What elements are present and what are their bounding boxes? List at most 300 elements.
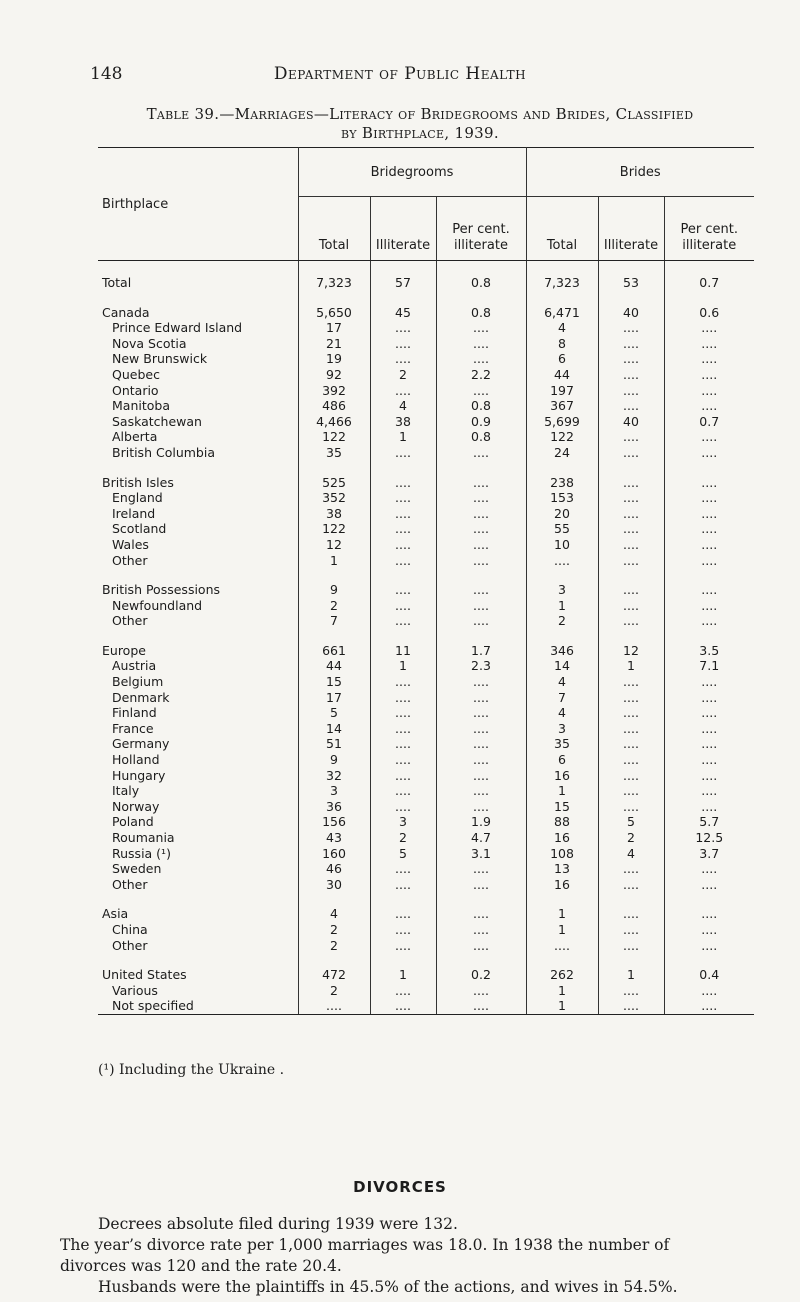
table-cell: 4 [526, 674, 598, 690]
table-cell: 6 [526, 752, 598, 768]
table-cell: 12 [298, 537, 370, 553]
row-label-text: Russia (¹) [112, 845, 171, 861]
table-cell: 392 [298, 383, 370, 399]
table-cell: 3 [526, 721, 598, 737]
spacer-row [98, 568, 754, 582]
table-cell: .... [664, 475, 754, 491]
row-label [98, 690, 298, 706]
spacer-row [98, 629, 754, 643]
table-cell: .... [436, 336, 526, 352]
divorces-paragraph-3: Husbands were the plaintiffs in 45.5% of the actions, and wives in 54.5%. [98, 1278, 678, 1296]
table-cell: 16 [526, 768, 598, 784]
table-cell: .... [436, 861, 526, 877]
table-cell: 5.7 [664, 814, 754, 830]
table-cell: 12 [598, 643, 664, 659]
table-cell: .... [664, 690, 754, 706]
row-label [98, 383, 298, 399]
table-cell: .... [370, 537, 436, 553]
table-cell: 108 [526, 846, 598, 862]
table-cell: .... [370, 613, 436, 629]
table-cell: .... [598, 537, 664, 553]
table-cell: 24 [526, 445, 598, 461]
table-row [98, 490, 754, 506]
table-cell: 1 [298, 553, 370, 569]
row-label [98, 814, 298, 830]
table-cell: .... [370, 521, 436, 537]
table-cell: .... [664, 320, 754, 336]
row-label-text: Other [112, 613, 148, 629]
table-cell: .... [664, 367, 754, 383]
table-row [98, 367, 754, 383]
table-cell: 51 [298, 736, 370, 752]
table-cell: .... [436, 752, 526, 768]
table-cell: .... [598, 752, 664, 768]
table-cell: 7 [298, 613, 370, 629]
table-row [98, 506, 754, 522]
table-row [98, 799, 754, 815]
table-cell: .... [370, 705, 436, 721]
table-cell: 16 [526, 830, 598, 846]
table-cell: 1 [370, 967, 436, 983]
table-cell: .... [598, 383, 664, 399]
row-label-text: Austria [112, 658, 157, 674]
row-label-text: British Possessions [102, 582, 221, 598]
table-row [98, 429, 754, 445]
table-cell: 2 [370, 830, 436, 846]
table-cell: 38 [370, 414, 436, 430]
row-label-text: Scotland [112, 521, 167, 537]
row-label [98, 582, 298, 598]
table-row [98, 582, 754, 598]
table-cell: 4 [370, 398, 436, 414]
table-cell: 1 [526, 783, 598, 799]
table-row [98, 998, 754, 1014]
col-header: Per cent. illiterate [436, 197, 526, 261]
row-label-text: Europe [102, 642, 146, 658]
col-header: Illiterate [370, 197, 436, 261]
table-row [98, 736, 754, 752]
table-cell: .... [598, 598, 664, 614]
table-row [98, 690, 754, 706]
table-cell: 1 [598, 967, 664, 983]
table-cell: .... [436, 690, 526, 706]
table-cell: 53 [598, 261, 664, 291]
row-label-text: Saskatchewan [112, 413, 202, 429]
table-cell: 40 [598, 305, 664, 321]
row-label [98, 521, 298, 537]
table-cell: 6,471 [526, 305, 598, 321]
table-cell: 1.7 [436, 643, 526, 659]
table-cell: .... [436, 998, 526, 1014]
page-number: 148 [90, 64, 123, 84]
table-cell: .... [436, 799, 526, 815]
row-label-text: Wales [112, 536, 149, 552]
table-cell: .... [436, 598, 526, 614]
table-cell: .... [598, 998, 664, 1014]
table-row [98, 383, 754, 399]
table-cell: .... [664, 521, 754, 537]
table-cell: 160 [298, 846, 370, 862]
table-cell: .... [370, 506, 436, 522]
table-cell: 15 [526, 799, 598, 815]
table-cell: 2 [598, 830, 664, 846]
table-body [98, 261, 754, 1015]
table-cell: 238 [526, 475, 598, 491]
table-row [98, 752, 754, 768]
row-label-text: Quebec [112, 366, 160, 382]
table-cell: 0.9 [436, 414, 526, 430]
table-cell: 10 [526, 537, 598, 553]
table-cell: 1 [526, 598, 598, 614]
table-cell: .... [370, 320, 436, 336]
row-label [98, 736, 298, 752]
table-cell: .... [370, 768, 436, 784]
table-cell: .... [370, 799, 436, 815]
table-cell: .... [370, 783, 436, 799]
table-cell: .... [436, 922, 526, 938]
row-label [98, 506, 298, 522]
spacer-row [98, 892, 754, 906]
row-label [98, 705, 298, 721]
table-cell: .... [664, 998, 754, 1014]
row-label [98, 537, 298, 553]
table-cell: 15 [298, 674, 370, 690]
table-cell: 7,323 [526, 261, 598, 291]
table-cell: .... [664, 906, 754, 922]
table-cell: 2 [298, 983, 370, 999]
table-cell: 0.2 [436, 967, 526, 983]
row-label [98, 799, 298, 815]
row-label [98, 320, 298, 336]
table-cell: .... [436, 674, 526, 690]
table-cell: .... [370, 336, 436, 352]
table-cell: .... [598, 553, 664, 569]
row-label [98, 367, 298, 383]
table-cell: 5 [298, 705, 370, 721]
table-cell: 352 [298, 490, 370, 506]
row-label-text: Nova Scotia [112, 335, 187, 351]
table-cell: 14 [526, 658, 598, 674]
table-cell: .... [436, 938, 526, 954]
table-cell: .... [370, 674, 436, 690]
table-cell: .... [370, 721, 436, 737]
brides-header: Brides [526, 148, 754, 197]
table-cell: .... [598, 922, 664, 938]
table-cell: .... [436, 906, 526, 922]
row-label [98, 768, 298, 784]
table-cell: .... [598, 783, 664, 799]
table-cell: .... [664, 783, 754, 799]
table-row [98, 922, 754, 938]
table-cell: .... [664, 336, 754, 352]
row-label-text: Newfoundland [112, 597, 203, 613]
table-cell: 3.5 [664, 643, 754, 659]
table-cell: 44 [298, 658, 370, 674]
table-cell: .... [598, 521, 664, 537]
table-cell: 262 [526, 967, 598, 983]
row-label-text: Hungary [112, 767, 166, 783]
table-cell: .... [370, 445, 436, 461]
table-cell: 8 [526, 336, 598, 352]
table-cell: .... [664, 799, 754, 815]
table-cell: .... [664, 736, 754, 752]
table-cell: .... [598, 799, 664, 815]
table-cell: .... [664, 674, 754, 690]
row-label [98, 613, 298, 629]
table-cell: 1 [370, 658, 436, 674]
table-cell: .... [598, 768, 664, 784]
table-cell: 1 [526, 922, 598, 938]
row-label-text: Other [112, 876, 148, 892]
table-row [98, 336, 754, 352]
table-cell: 3.1 [436, 846, 526, 862]
col-header: Illiterate [598, 197, 664, 261]
table-cell: 122 [298, 521, 370, 537]
table-cell: 1 [526, 998, 598, 1014]
table-cell: .... [664, 752, 754, 768]
spacer-row [98, 461, 754, 475]
table-cell: 9 [298, 582, 370, 598]
table-row [98, 475, 754, 491]
table-cell: 1.9 [436, 814, 526, 830]
table-cell: 4 [526, 320, 598, 336]
table-cell: .... [598, 320, 664, 336]
table-cell: 35 [298, 445, 370, 461]
table-row [98, 320, 754, 336]
table-cell: .... [664, 553, 754, 569]
row-label-text: United States [102, 967, 187, 983]
row-label-text: Holland [112, 752, 160, 768]
table-cell: .... [370, 553, 436, 569]
table-row [98, 613, 754, 629]
table-cell: .... [664, 383, 754, 399]
table-cell: 4 [298, 906, 370, 922]
table-row [98, 877, 754, 893]
row-label [98, 846, 298, 862]
table-cell: .... [436, 736, 526, 752]
row-label [98, 475, 298, 491]
table-cell: 40 [598, 414, 664, 430]
table-cell: 17 [298, 320, 370, 336]
table-cell: .... [664, 877, 754, 893]
row-label [98, 336, 298, 352]
table-cell: .... [370, 582, 436, 598]
row-label [98, 658, 298, 674]
table-cell: 0.4 [664, 967, 754, 983]
table-cell: .... [664, 490, 754, 506]
row-label [98, 998, 298, 1014]
table-cell: .... [370, 861, 436, 877]
table-row [98, 521, 754, 537]
table-row [98, 658, 754, 674]
table-row [98, 674, 754, 690]
row-label [98, 414, 298, 430]
row-label [98, 261, 298, 291]
table-cell: 2 [298, 938, 370, 954]
row-label-text: China [112, 921, 148, 937]
table-cell: 122 [526, 429, 598, 445]
table-cell: 197 [526, 383, 598, 399]
row-label [98, 305, 298, 321]
table-cell: 2.3 [436, 658, 526, 674]
table-cell: .... [664, 861, 754, 877]
table-cell: 346 [526, 643, 598, 659]
table-cell: .... [664, 938, 754, 954]
table-row [98, 351, 754, 367]
table-cell: 0.8 [436, 305, 526, 321]
table-cell: .... [436, 506, 526, 522]
table-cell: .... [664, 506, 754, 522]
row-label-text: Canada [102, 304, 150, 320]
table-cell: 38 [298, 506, 370, 522]
row-label [98, 721, 298, 737]
table-cell: .... [436, 721, 526, 737]
table-cell: 3 [370, 814, 436, 830]
table-row [98, 846, 754, 862]
table-cell: .... [436, 613, 526, 629]
table-row [98, 445, 754, 461]
table-row [98, 783, 754, 799]
table-cell: 3 [298, 783, 370, 799]
table-cell: .... [598, 429, 664, 445]
table-cell: .... [664, 721, 754, 737]
table-cell: .... [598, 983, 664, 999]
table-cell: 0.8 [436, 429, 526, 445]
row-label [98, 983, 298, 999]
table-cell: .... [598, 861, 664, 877]
table-cell: 16 [526, 877, 598, 893]
table-cell: .... [436, 445, 526, 461]
table-cell: .... [598, 351, 664, 367]
row-label-text: Total [102, 275, 132, 290]
table-cell: .... [436, 768, 526, 784]
table-cell: 7.1 [664, 658, 754, 674]
table-cell: .... [436, 582, 526, 598]
table-row [98, 814, 754, 830]
table-cell: 21 [298, 336, 370, 352]
table-cell: .... [664, 398, 754, 414]
table-cell: .... [664, 922, 754, 938]
table-cell: .... [436, 490, 526, 506]
table-row [98, 598, 754, 614]
table-cell: .... [598, 690, 664, 706]
table-row [98, 830, 754, 846]
table-cell: .... [598, 705, 664, 721]
table-cell: .... [598, 475, 664, 491]
row-label-text: New Brunswick [112, 351, 208, 367]
birthplace-header: Birthplace [98, 148, 298, 261]
table-cell: 11 [370, 643, 436, 659]
table-cell: 156 [298, 814, 370, 830]
row-label-text: Finland [112, 705, 157, 721]
row-label [98, 351, 298, 367]
table-cell: 1 [598, 658, 664, 674]
row-label-text: Prince Edward Island [112, 320, 243, 336]
table-cell: 7,323 [298, 261, 370, 291]
col-header: Per cent. illiterate [664, 197, 754, 261]
row-label-text: Italy [112, 783, 140, 799]
table-cell: 4 [598, 846, 664, 862]
literacy-table [98, 147, 738, 1015]
table-cell: .... [370, 752, 436, 768]
table-cell: .... [436, 475, 526, 491]
row-label-text: Germany [112, 736, 170, 752]
table-cell: 57 [370, 261, 436, 291]
table-cell: .... [526, 553, 598, 569]
table-cell: .... [370, 922, 436, 938]
table-cell: 5,650 [298, 305, 370, 321]
table-row [98, 906, 754, 922]
table-cell: .... [370, 598, 436, 614]
row-label [98, 643, 298, 659]
divorces-heading: DIVORCES [353, 1178, 447, 1196]
table-cell: .... [664, 445, 754, 461]
row-label-text: Not specified [112, 998, 194, 1014]
table-cell: .... [370, 475, 436, 491]
table-row [98, 537, 754, 553]
row-label-text: England [112, 490, 163, 506]
table-cell: .... [370, 983, 436, 999]
table-cell: 32 [298, 768, 370, 784]
table-row [98, 768, 754, 784]
table-cell: .... [436, 383, 526, 399]
table-row [98, 305, 754, 321]
table-cell: .... [664, 537, 754, 553]
table-row [98, 553, 754, 569]
table-cell: .... [370, 383, 436, 399]
table-row [98, 861, 754, 877]
table-cell: .... [436, 521, 526, 537]
row-label-text: Norway [112, 798, 160, 814]
row-label [98, 938, 298, 954]
table-cell: 3 [526, 582, 598, 598]
table-cell: .... [664, 582, 754, 598]
table-cell: .... [598, 938, 664, 954]
table-cell: .... [370, 906, 436, 922]
table-cell: 122 [298, 429, 370, 445]
table-cell: 2.2 [436, 367, 526, 383]
table-cell: 486 [298, 398, 370, 414]
row-label-text: Ireland [112, 505, 156, 521]
table-cell: 2 [370, 367, 436, 383]
table-cell: 661 [298, 643, 370, 659]
row-label [98, 445, 298, 461]
table-cell: .... [598, 336, 664, 352]
table-cell: 9 [298, 752, 370, 768]
row-label [98, 830, 298, 846]
department-name: Department of Public Health [273, 64, 527, 84]
table-cell: 36 [298, 799, 370, 815]
row-label [98, 877, 298, 893]
col-header: Total [526, 197, 598, 261]
table-cell: .... [370, 351, 436, 367]
table-cell: .... [370, 690, 436, 706]
table-cell: .... [598, 367, 664, 383]
table-row [98, 398, 754, 414]
table-cell: .... [526, 938, 598, 954]
table-cell: .... [598, 906, 664, 922]
table-cell: 0.8 [436, 398, 526, 414]
table-cell: .... [598, 506, 664, 522]
divorces-paragraph-2: The year’s divorce rate per 1,000 marriages was 18.0. In 1938 the number of divorces was 120 and the rate 20.4. [60, 1236, 670, 1275]
row-label-text: Alberta [112, 429, 158, 445]
table-row [98, 261, 754, 291]
table-cell: .... [436, 553, 526, 569]
row-label [98, 398, 298, 414]
spacer-row [98, 953, 754, 967]
table-cell: .... [664, 598, 754, 614]
spacer-row [98, 291, 754, 305]
